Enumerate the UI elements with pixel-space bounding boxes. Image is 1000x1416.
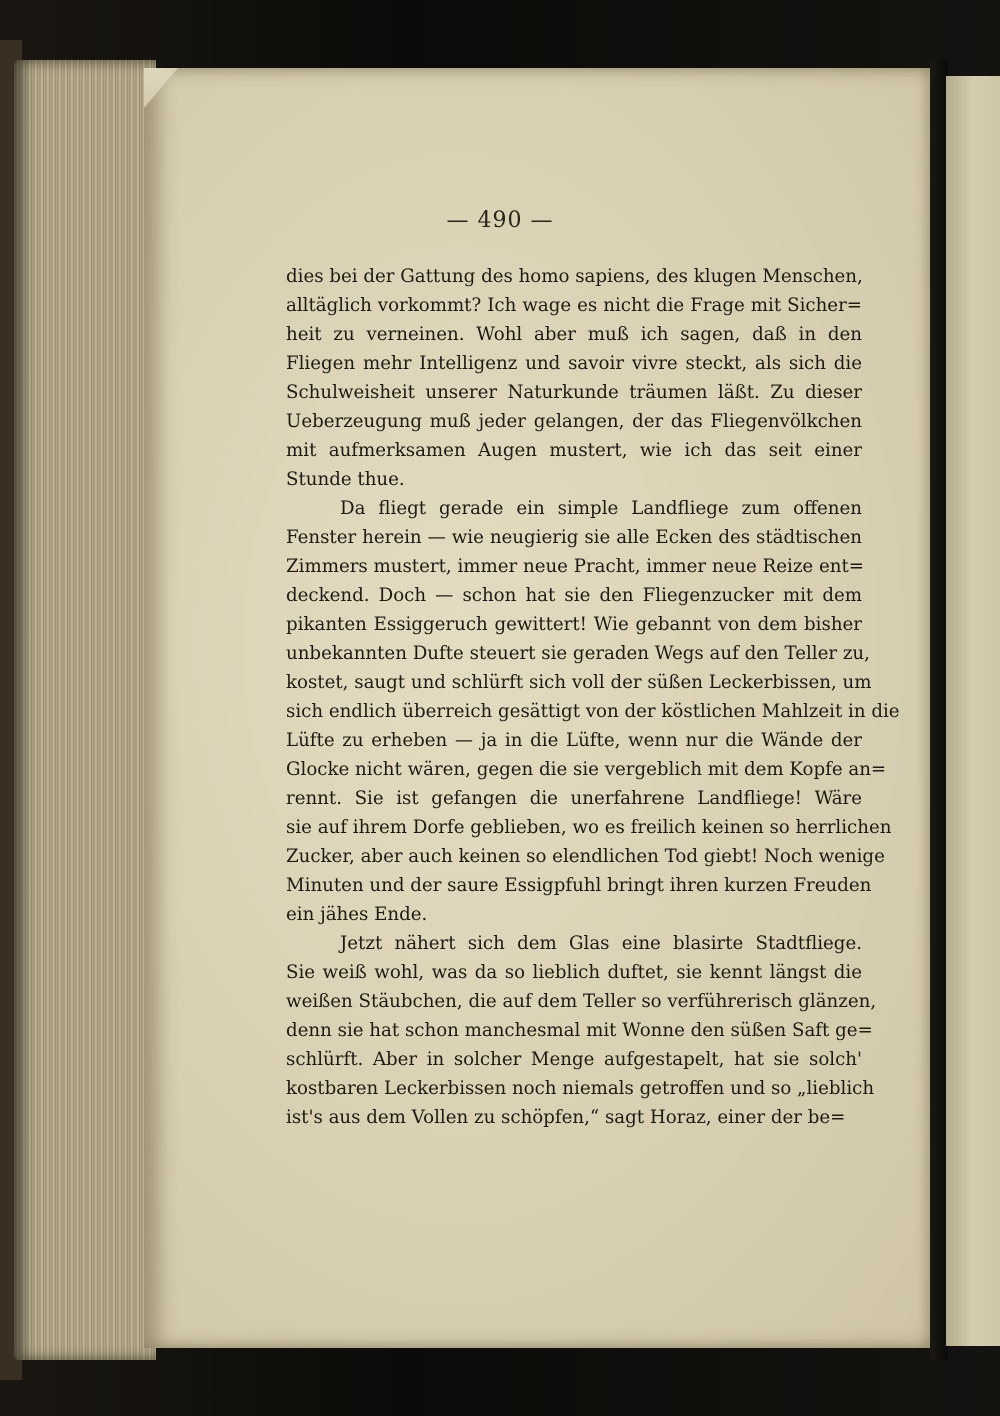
text-line: schlürft. Aber in solcher Menge aufgestapelt, hat sie solch' — [286, 1049, 862, 1070]
text-line: kostbaren Leckerbissen noch niemals getroffen und so „lieblich — [286, 1078, 875, 1099]
text-line: unbekannten Dufte steuert sie geraden Wegs auf den Teller zu, — [286, 643, 870, 664]
text-line: Zimmers mustert, immer neue Pracht, immer neue Reize ent= — [286, 556, 864, 577]
text-line: alltäglich vorkommt? Ich wage es nicht die Frage mit Sicher= — [286, 295, 862, 316]
page-stack-edges — [14, 60, 156, 1360]
text-line: denn sie hat schon manchesmal mit Wonne den süßen Saft ge= — [286, 1020, 873, 1041]
text-line: rennt. Sie ist gefangen die unerfahrene Landfliege! Wäre — [286, 788, 862, 809]
facing-page-edge — [946, 76, 1000, 1346]
text-line: heit zu verneinen. Wohl aber muß ich sagen, daß in den — [286, 324, 862, 345]
page-number: — 490 — — [446, 208, 554, 233]
text-line: sich endlich überreich gesättigt von der köstlichen Mahlzeit in die — [286, 701, 900, 722]
text-line: Da fliegt gerade ein simple Landfliege zum offenen — [340, 498, 862, 519]
text-line: Fenster herein — wie neugierig sie alle Ecken des städtischen — [286, 527, 862, 548]
text-line: deckend. Doch — schon hat sie den Fliegenzucker mit dem — [286, 585, 862, 606]
text-line: Zucker, aber auch keinen so elendlichen Tod giebt! Noch wenige — [286, 846, 885, 867]
text-line: dies bei der Gattung des homo sapiens, des klugen Menschen, — [286, 266, 863, 287]
text-line: Jetzt nähert sich dem Glas eine blasirte Stadtfliege. — [340, 933, 862, 954]
page-fold-corner — [144, 68, 178, 108]
text-line: weißen Stäubchen, die auf dem Teller so verführerisch glänzen, — [286, 991, 877, 1012]
text-line: sie auf ihrem Dorfe geblieben, wo es freilich keinen so herrlichen — [286, 817, 892, 838]
paragraph — [286, 262, 862, 494]
text-line: Stunde thue. — [286, 469, 405, 490]
text-line: Fliegen mehr Intelligenz und savoir vivre steckt, als sich die — [286, 353, 862, 374]
text-line: Lüfte zu erheben — ja in die Lüfte, wenn nur die Wände der — [286, 730, 862, 751]
text-line: mit aufmerksamen Augen mustert, wie ich das seit einer — [286, 440, 862, 461]
text-line: pikanten Essiggeruch gewittert! Wie gebannt von dem bisher — [286, 614, 862, 635]
text-line: ein jähes Ende. — [286, 904, 428, 925]
text-line: Minuten und der saure Essigpfuhl bringt ihren kurzen Freuden — [286, 875, 872, 896]
paragraph — [286, 494, 900, 929]
page-text — [286, 262, 900, 1132]
text-line: ist's aus dem Vollen zu schöpfen,“ sagt Horaz, einer der be= — [286, 1107, 846, 1128]
text-line: Sie weiß wohl, was da so lieblich duftet, sie kennt längst die — [286, 962, 862, 983]
text-line: kostet, saugt und schlürft sich voll der süßen Leckerbissen, um — [286, 672, 872, 693]
text-line: Glocke nicht wären, gegen die sie vergeblich mit dem Kopfe an= — [286, 759, 887, 780]
text-line: Schulweisheit unserer Naturkunde träumen läßt. Zu dieser — [286, 382, 862, 403]
text-line: Ueberzeugung muß jeder gelangen, der das Fliegenvölkchen — [286, 411, 862, 432]
paragraph — [286, 929, 877, 1132]
